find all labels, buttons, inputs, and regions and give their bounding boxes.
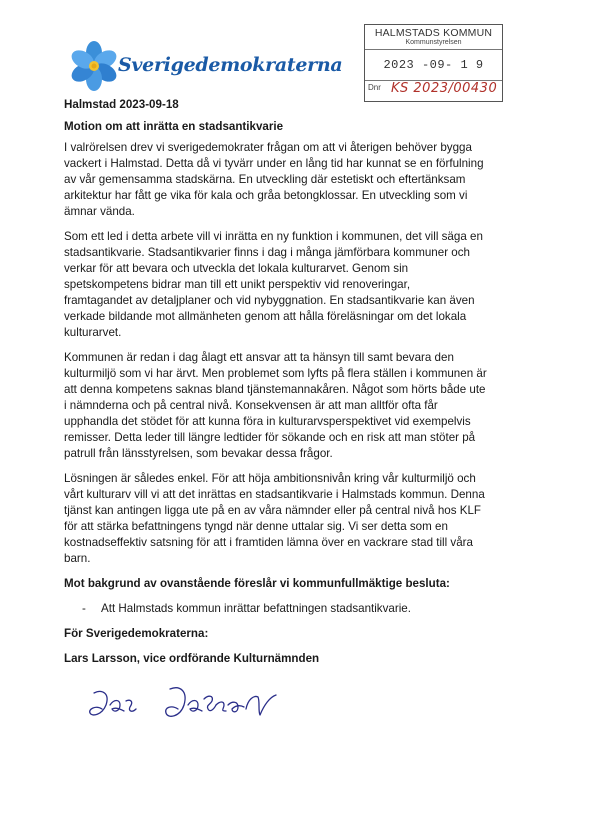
signer-name: Lars Larsson, vice ordförande Kulturnämnden	[64, 652, 320, 665]
stamp-subtitle: Kommunstyrelsen	[405, 39, 462, 46]
handwritten-signature	[88, 683, 298, 733]
text-line: att denna kompetens saknas bland tjänstemannakåren. Något som hörts både ute	[64, 383, 486, 396]
blue-anemone-flower-icon	[66, 36, 126, 96]
for-party-label: För Sverigedemokraterna:	[64, 627, 209, 640]
stamp-date: 2023 -09- 1 9	[383, 58, 484, 72]
proposal-heading: Mot bakgrund av ovanstående föreslår vi kommunfullmäktige besluta:	[64, 577, 450, 590]
document-body	[64, 97, 534, 676]
party-logo	[66, 36, 343, 96]
text-line: Som ett led i detta arbete vill vi inrätta en ny funktion i kommunen, det vill säga en	[64, 230, 483, 243]
text-line: stadsantikvarie. Stadsantikvarier finns i dag i många jämförbara kommuner och	[64, 246, 470, 259]
text-line: verkade bildande mot allmänheten genom att hålla föreläsningar om det lokala	[64, 310, 467, 323]
text-line: kulturarvet.	[64, 326, 122, 339]
text-line: vårt kulturarv vill vi att det inrättas en stadsantikvarie i Halmstads kommun. Denna	[64, 488, 485, 501]
text-line: kostnadseffektiv satsning för att i framtiden lämna över en vackrare stad till våra	[64, 536, 473, 549]
text-line: vackert i Halmstad. Detta då vi tyvärr under en lång tid har kunnat se en förfulning	[64, 157, 484, 170]
stamp-dnr-label: Dnr	[368, 83, 381, 92]
text-line: remisser. Detta leder till längre ledtider för sökande och en risk att man stöter på	[64, 431, 476, 444]
paragraph	[64, 350, 534, 462]
text-line: I valrörelsen drev vi sverigedemokrater frågan om att vi återigen behöver bygga	[64, 141, 472, 154]
text-line: ämnar vända.	[64, 205, 135, 218]
document-date: Halmstad 2023-09-18	[64, 98, 179, 111]
paragraph	[64, 140, 534, 220]
party-logo-text: Sverigedemokraterna	[118, 54, 343, 76]
text-line: kulturmiljö som vi har ärvt. Men problemet som lyfts på flera ställen i kommunen är	[64, 367, 487, 380]
text-line: spetskompetens bidrar man till ett unikt perspektiv vid renoveringar,	[64, 278, 411, 291]
text-line: av vår gemensamma stadskärna. En utveckling där estetiskt och eftertänksam	[64, 173, 466, 186]
stamp-dnr-value: KS 2023/00430	[391, 81, 498, 96]
text-line: för att stärka befattningens tyngd när denne uttalar sig. Vi ser detta som en	[64, 520, 448, 533]
stamp-divider	[365, 49, 502, 50]
text-line: barn.	[64, 552, 91, 565]
text-line: arkitektur har fått ge vika för kala och gråa betongklossar. En utveckling som vi	[64, 189, 468, 202]
text-line: patrull från länsstyrelsen, som bevakar dessa frågor.	[64, 447, 333, 460]
text-line: tjänst kan antingen ligga ute på en av våra nämnder eller på central nivå hos KLF	[64, 504, 481, 517]
registration-stamp	[364, 24, 503, 102]
text-line: Lösningen är således enkel. För att höja ambitionsnivån kring vår kulturmiljö och	[64, 472, 476, 485]
paragraph	[64, 229, 534, 341]
document-heading: Motion om att inrätta en stadsantikvarie	[64, 120, 284, 133]
stamp-title: HALMSTADS KOMMUN	[374, 27, 493, 39]
text-line: i nämnderna och på central nivå. Konsekvensen är att man alltför ofta får	[64, 399, 438, 412]
paragraph	[64, 471, 534, 567]
text-line: upphandla det stödet för att kunna föra in kulturarvsperspektivet vid exempelvis	[64, 415, 471, 428]
list-item	[82, 601, 534, 617]
list-item-text: Att Halmstads kommun inrättar befattningen stadsantikvarie.	[101, 602, 411, 615]
text-line: framtagandet av detaljplaner och vid nybyggnation. En stadsantikvarie kan även	[64, 294, 475, 307]
text-line: Kommunen är redan i dag ålagt ett ansvar att ta hänsyn till samt bevara den	[64, 351, 454, 364]
text-line: verkar för att bevara och utveckla det lokala kulturarvet. Genom sin	[64, 262, 409, 275]
list-dash: -	[82, 602, 86, 615]
